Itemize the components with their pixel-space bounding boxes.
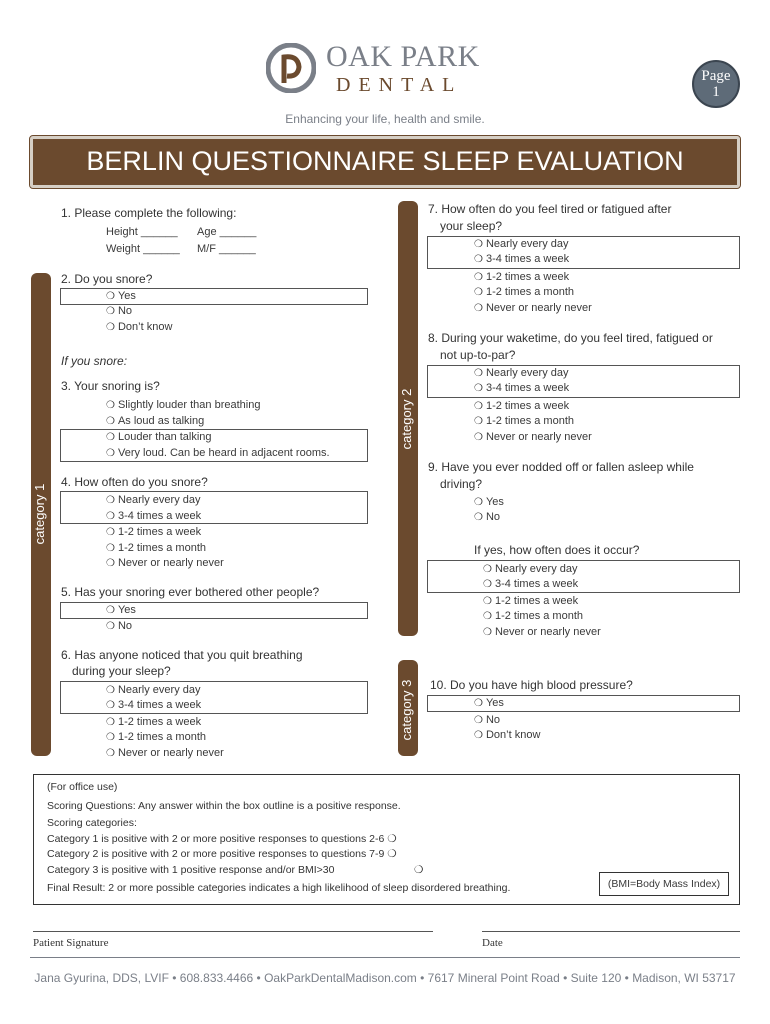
option-label: 1-2 times a month: [485, 286, 575, 298]
q3-option-1[interactable]: [106, 398, 260, 414]
q7-option-3[interactable]: [474, 270, 569, 286]
radio-circle-icon: ❍: [474, 698, 483, 709]
option-label: Don’t know: [117, 321, 173, 333]
radio-circle-icon: ❍: [106, 416, 115, 427]
patient-signature-label: Patient Signature: [33, 937, 109, 949]
question-1: 1. Please complete the following:: [61, 206, 237, 220]
radio-circle-icon: ❍: [483, 611, 492, 622]
positive-answer-box: [427, 560, 740, 593]
radio-circle-icon: ❍: [106, 432, 115, 443]
radio-circle-icon: ❍: [474, 715, 483, 726]
question-5: 5. Has your snoring ever bothered other people?: [61, 585, 320, 599]
q3-option-4[interactable]: [106, 446, 330, 462]
q9-followup-option-3[interactable]: [483, 594, 578, 610]
q9-followup-option-5[interactable]: [483, 625, 601, 641]
q6-option-5[interactable]: [106, 746, 224, 762]
q9-option-no[interactable]: [474, 510, 500, 526]
q9-followup-option-1[interactable]: [483, 562, 578, 578]
q2-option-yes[interactable]: [106, 289, 136, 305]
radio-circle-icon: ❍: [106, 495, 115, 506]
option-label: 3-4 times a week: [117, 510, 202, 522]
radio-circle-icon: ❍: [106, 732, 115, 743]
q8-option-2[interactable]: [474, 381, 569, 397]
radio-circle-icon: ❍: [106, 621, 115, 632]
option-label: Nearly every day: [494, 563, 578, 575]
q4-option-2[interactable]: [106, 509, 201, 525]
radio-circle-icon: ❍: [106, 685, 115, 696]
radio-circle-icon: ❍: [474, 368, 483, 379]
option-label: No: [485, 714, 501, 726]
oak-park-logo-icon: [266, 43, 316, 93]
question-7-line-1: 7. How often do you feel tired or fatigued after: [428, 202, 672, 216]
option-label: Yes: [117, 290, 136, 302]
brand-name-top: OAK PARK: [326, 40, 480, 73]
page-badge: [692, 60, 740, 108]
option-label: Never or nearly never: [485, 302, 592, 314]
tagline: Enhancing your life, health and smile.: [285, 112, 485, 126]
radio-circle-icon: ❍: [474, 432, 483, 443]
radio-circle-icon: ❍: [106, 605, 115, 616]
category-2-label: category 2: [399, 388, 414, 450]
option-label: Very loud. Can be heard in adjacent rooms.: [117, 447, 330, 459]
category-3-rule: Category 3 is positive with 1 positive response and/or BMI>30: [47, 864, 335, 876]
question-9-line-1: 9. Have you ever nodded off or fallen asleep while: [428, 460, 694, 474]
scoring-questions: Scoring Questions: Any answer within the box outline is a positive response.: [47, 800, 401, 812]
option-label: Nearly every day: [117, 494, 201, 506]
q6-option-1[interactable]: [106, 683, 201, 699]
question-10: 10. Do you have high blood pressure?: [430, 678, 633, 692]
option-label: 3-4 times a week: [494, 578, 579, 590]
radio-circle-icon: ❍: [106, 543, 115, 554]
option-label: Yes: [485, 496, 504, 508]
option-label: Never or nearly never: [485, 431, 592, 443]
category-2-rule: Category 2 is positive with 2 or more positive responses to questions 7-9 ❍: [47, 848, 397, 860]
category-1-rule: Category 1 is positive with 2 or more positive responses to questions 2-6 ❍: [47, 833, 397, 845]
radio-circle-icon: ❍: [106, 558, 115, 569]
page-badge-label: Page: [701, 68, 731, 84]
height-field[interactable]: Height ______: [106, 226, 178, 238]
option-label: 1-2 times a month: [117, 542, 207, 554]
radio-circle-icon: ❍: [106, 306, 115, 317]
q10-option-no[interactable]: [474, 713, 500, 729]
q8-option-1[interactable]: [474, 366, 569, 382]
option-label: No: [117, 620, 133, 632]
radio-circle-icon: ❍: [474, 254, 483, 265]
radio-circle-icon: ❍: [474, 303, 483, 314]
weight-field[interactable]: Weight ______: [106, 243, 180, 255]
question-4: 4. How often do you snore?: [61, 475, 208, 489]
radio-circle-icon: ❍: [474, 730, 483, 741]
radio-circle-icon: ❍: [474, 416, 483, 427]
option-label: 1-2 times a week: [494, 595, 579, 607]
radio-circle-icon: ❍: [106, 322, 115, 333]
question-6-line-2: during your sleep?: [72, 664, 171, 678]
radio-circle-icon: ❍: [106, 511, 115, 522]
option-label: 3-4 times a week: [485, 253, 570, 265]
date-line[interactable]: [482, 931, 740, 932]
q10-option-dont-know[interactable]: [474, 728, 540, 744]
question-9-followup: If yes, how often does it occur?: [474, 543, 640, 557]
radio-circle-icon: ❍: [483, 564, 492, 575]
option-label: No: [485, 511, 501, 523]
q5-option-yes[interactable]: [106, 603, 136, 619]
date-label: Date: [482, 937, 503, 949]
radio-circle-icon[interactable]: ❍: [414, 864, 424, 876]
page-title: BERLIN QUESTIONNAIRE SLEEP EVALUATION: [30, 136, 740, 188]
patient-signature-line[interactable]: [33, 931, 433, 932]
q6-option-3[interactable]: [106, 715, 201, 731]
question-8-line-2: not up-to-par?: [440, 348, 516, 362]
option-label: Nearly every day: [485, 238, 569, 250]
scoring-categories: Scoring categories:: [47, 817, 137, 829]
radio-circle-icon: ❍: [474, 239, 483, 250]
q7-option-1[interactable]: [474, 237, 569, 253]
q7-option-4[interactable]: [474, 285, 574, 301]
q8-option-3[interactable]: [474, 399, 569, 415]
option-label: No: [117, 305, 133, 317]
q4-option-5[interactable]: [106, 556, 224, 572]
option-label: Nearly every day: [117, 684, 201, 696]
question-3: 3. Your snoring is?: [61, 379, 160, 393]
q9-followup-option-2[interactable]: [483, 577, 578, 593]
page-badge-number: 1: [712, 84, 720, 100]
radio-circle-icon[interactable]: ❍: [387, 833, 397, 845]
radio-circle-icon: ❍: [474, 401, 483, 412]
option-label: 1-2 times a month: [117, 731, 207, 743]
option-label: Slightly louder than breathing: [117, 399, 261, 411]
q2-option-dont-know[interactable]: [106, 320, 172, 336]
radio-circle-icon: ❍: [474, 287, 483, 298]
option-label: Never or nearly never: [117, 557, 224, 569]
if-you-snore-heading: If you snore:: [61, 354, 128, 368]
question-2: 2. Do you snore?: [61, 272, 153, 286]
question-9-line-2: driving?: [440, 477, 483, 491]
option-label: 3-4 times a week: [485, 382, 570, 394]
radio-circle-icon: ❍: [474, 272, 483, 283]
office-use-heading: (For office use): [47, 781, 118, 793]
radio-circle-icon: ❍: [474, 512, 483, 523]
brand-name-bottom: DENTAL: [336, 74, 463, 96]
option-label: 1-2 times a week: [485, 271, 570, 283]
q5-option-no[interactable]: [106, 619, 132, 635]
radio-circle-icon: ❍: [106, 748, 115, 759]
option-label: 1-2 times a month: [485, 415, 575, 427]
radio-circle-icon: ❍: [106, 527, 115, 538]
radio-circle-icon[interactable]: ❍: [387, 848, 397, 860]
radio-circle-icon: ❍: [483, 596, 492, 607]
mf-field[interactable]: M/F ______: [197, 243, 256, 255]
question-7-line-2: your sleep?: [440, 219, 503, 233]
q8-option-4[interactable]: [474, 414, 574, 430]
q4-option-4[interactable]: [106, 541, 206, 557]
radio-circle-icon: ❍: [474, 383, 483, 394]
radio-circle-icon: ❍: [106, 700, 115, 711]
question-6-line-1: 6. Has anyone noticed that you quit breathing: [61, 648, 303, 662]
option-label: 1-2 times a week: [117, 716, 202, 728]
footer-contact: Jana Gyurina, DDS, LVIF • 608.833.4466 • OakParkDentalMadison.com • 7617 Mineral Point Road • Suite 120 • Madison, WI 53717: [34, 971, 736, 985]
q3-option-3[interactable]: [106, 430, 212, 446]
q9-followup-option-4[interactable]: [483, 609, 583, 625]
option-label: As loud as talking: [117, 415, 205, 427]
option-label: Nearly every day: [485, 367, 569, 379]
q2-option-no[interactable]: [106, 304, 132, 320]
category-1-label: category 1: [32, 483, 47, 545]
radio-circle-icon: ❍: [106, 448, 115, 459]
radio-circle-icon: ❍: [106, 291, 115, 302]
radio-circle-icon: ❍: [106, 400, 115, 411]
option-label: 1-2 times a month: [494, 610, 584, 622]
radio-circle-icon: ❍: [483, 579, 492, 590]
bmi-note: (BMI=Body Mass Index): [599, 872, 729, 896]
q7-option-2[interactable]: [474, 252, 569, 268]
option-label: Yes: [485, 697, 504, 709]
option-label: Don’t know: [485, 729, 541, 741]
option-label: 3-4 times a week: [117, 699, 202, 711]
q8-option-5[interactable]: [474, 430, 592, 446]
option-label: Louder than talking: [117, 431, 212, 443]
q4-option-1[interactable]: [106, 493, 201, 509]
radio-circle-icon: ❍: [483, 627, 492, 638]
option-label: Never or nearly never: [117, 747, 224, 759]
radio-circle-icon: ❍: [474, 497, 483, 508]
final-result: Final Result: 2 or more possible categories indicates a high likelihood of sleep disordered breathing.: [47, 882, 511, 894]
option-label: Never or nearly never: [494, 626, 601, 638]
q7-option-5[interactable]: [474, 301, 592, 317]
option-label: Yes: [117, 604, 136, 616]
q10-option-yes[interactable]: [474, 696, 504, 712]
q3-option-2[interactable]: [106, 414, 204, 430]
radio-circle-icon: ❍: [106, 717, 115, 728]
age-field[interactable]: Age ______: [197, 226, 257, 238]
q4-option-3[interactable]: [106, 525, 201, 541]
q6-option-2[interactable]: [106, 698, 201, 714]
option-label: 1-2 times a week: [485, 400, 570, 412]
option-label: 1-2 times a week: [117, 526, 202, 538]
footer-divider: [30, 957, 740, 958]
q6-option-4[interactable]: [106, 730, 206, 746]
question-8-line-1: 8. During your waketime, do you feel tired, fatigued or: [428, 331, 713, 345]
q9-option-yes[interactable]: [474, 495, 504, 511]
category-3-label: category 3: [399, 679, 414, 741]
